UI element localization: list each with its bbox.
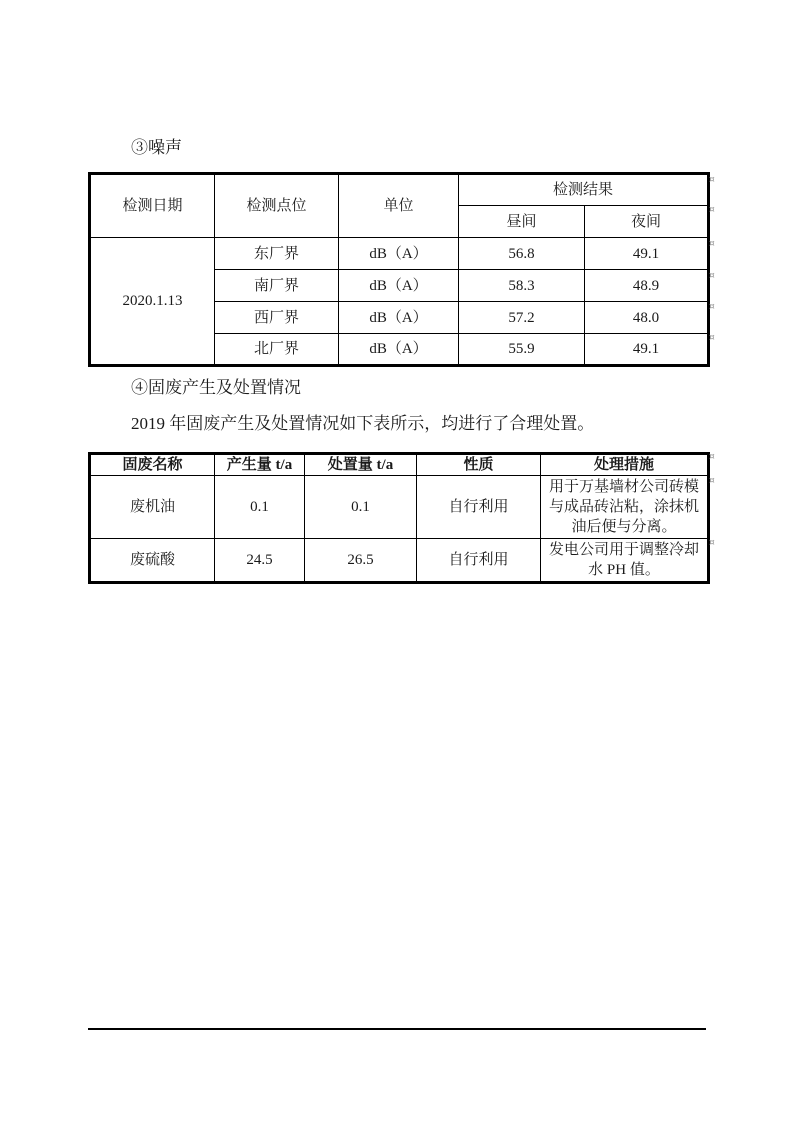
noise-unit-north: dB（A）	[339, 334, 459, 366]
waste-disposed-oil: 0.1	[305, 476, 417, 539]
noise-day-north: 55.9	[459, 334, 585, 366]
noise-point-east: 东厂界	[215, 238, 339, 270]
noise-section-heading: ③噪声	[131, 138, 182, 157]
waste-disposed-acid: 26.5	[305, 539, 417, 583]
noise-unit-west: dB（A）	[339, 302, 459, 334]
waste-table	[88, 452, 710, 584]
noise-header-point: 检测点位	[215, 174, 339, 238]
waste-name-acid: 废硫酸	[90, 539, 215, 583]
row-end-marker: ¤	[709, 333, 715, 343]
noise-night-north: 49.1	[585, 334, 709, 366]
noise-night-east: 49.1	[585, 238, 709, 270]
noise-header-date: 检测日期	[90, 174, 215, 238]
noise-point-north: 北厂界	[215, 334, 339, 366]
noise-night-south: 48.9	[585, 270, 709, 302]
noise-date-value: 2020.1.13	[90, 238, 215, 366]
waste-generated-oil: 0.1	[215, 476, 305, 539]
noise-night-west: 48.0	[585, 302, 709, 334]
noise-header-result: 检测结果	[459, 174, 709, 206]
noise-header-row-1	[90, 174, 709, 206]
row-end-marker: ¤	[709, 452, 715, 462]
noise-table	[88, 172, 710, 367]
waste-header-row	[90, 454, 709, 476]
waste-measure-oil: 用于万基墙材公司砖模与成品砖沾粘，涂抹机油后便与分离。	[541, 476, 709, 539]
footnote-separator-line	[88, 1028, 706, 1030]
waste-header-measure: 处理措施	[541, 454, 709, 476]
noise-unit-south: dB（A）	[339, 270, 459, 302]
waste-header-generated: 产生量 t/a	[215, 454, 305, 476]
waste-measure-acid: 发电公司用于调整冷却水 PH 值。	[541, 539, 709, 583]
noise-header-night: 夜间	[585, 206, 709, 238]
noise-header-day: 昼间	[459, 206, 585, 238]
row-end-marker: ¤	[709, 476, 715, 486]
row-end-marker: ¤	[709, 302, 715, 312]
row-end-marker: ¤	[709, 271, 715, 281]
noise-row-east	[90, 238, 709, 270]
waste-section-heading: ④固废产生及处置情况	[131, 378, 301, 397]
waste-header-disposed: 处置量 t/a	[305, 454, 417, 476]
noise-unit-east: dB（A）	[339, 238, 459, 270]
noise-day-south: 58.3	[459, 270, 585, 302]
noise-header-unit: 单位	[339, 174, 459, 238]
noise-day-west: 57.2	[459, 302, 585, 334]
row-end-marker: ¤	[709, 205, 715, 215]
noise-point-south: 南厂界	[215, 270, 339, 302]
waste-name-oil: 废机油	[90, 476, 215, 539]
waste-header-name: 固废名称	[90, 454, 215, 476]
row-end-marker: ¤	[709, 175, 715, 185]
waste-generated-acid: 24.5	[215, 539, 305, 583]
waste-intro-paragraph: 2019 年固废产生及处置情况如下表所示，均进行了合理处置。	[131, 414, 595, 433]
row-end-marker: ¤	[709, 239, 715, 249]
waste-row-oil	[90, 476, 709, 539]
waste-row-acid	[90, 539, 709, 583]
waste-nature-acid: 自行利用	[417, 539, 541, 583]
noise-point-west: 西厂界	[215, 302, 339, 334]
waste-nature-oil: 自行利用	[417, 476, 541, 539]
waste-header-nature: 性质	[417, 454, 541, 476]
row-end-marker: ¤	[709, 538, 715, 548]
noise-day-east: 56.8	[459, 238, 585, 270]
